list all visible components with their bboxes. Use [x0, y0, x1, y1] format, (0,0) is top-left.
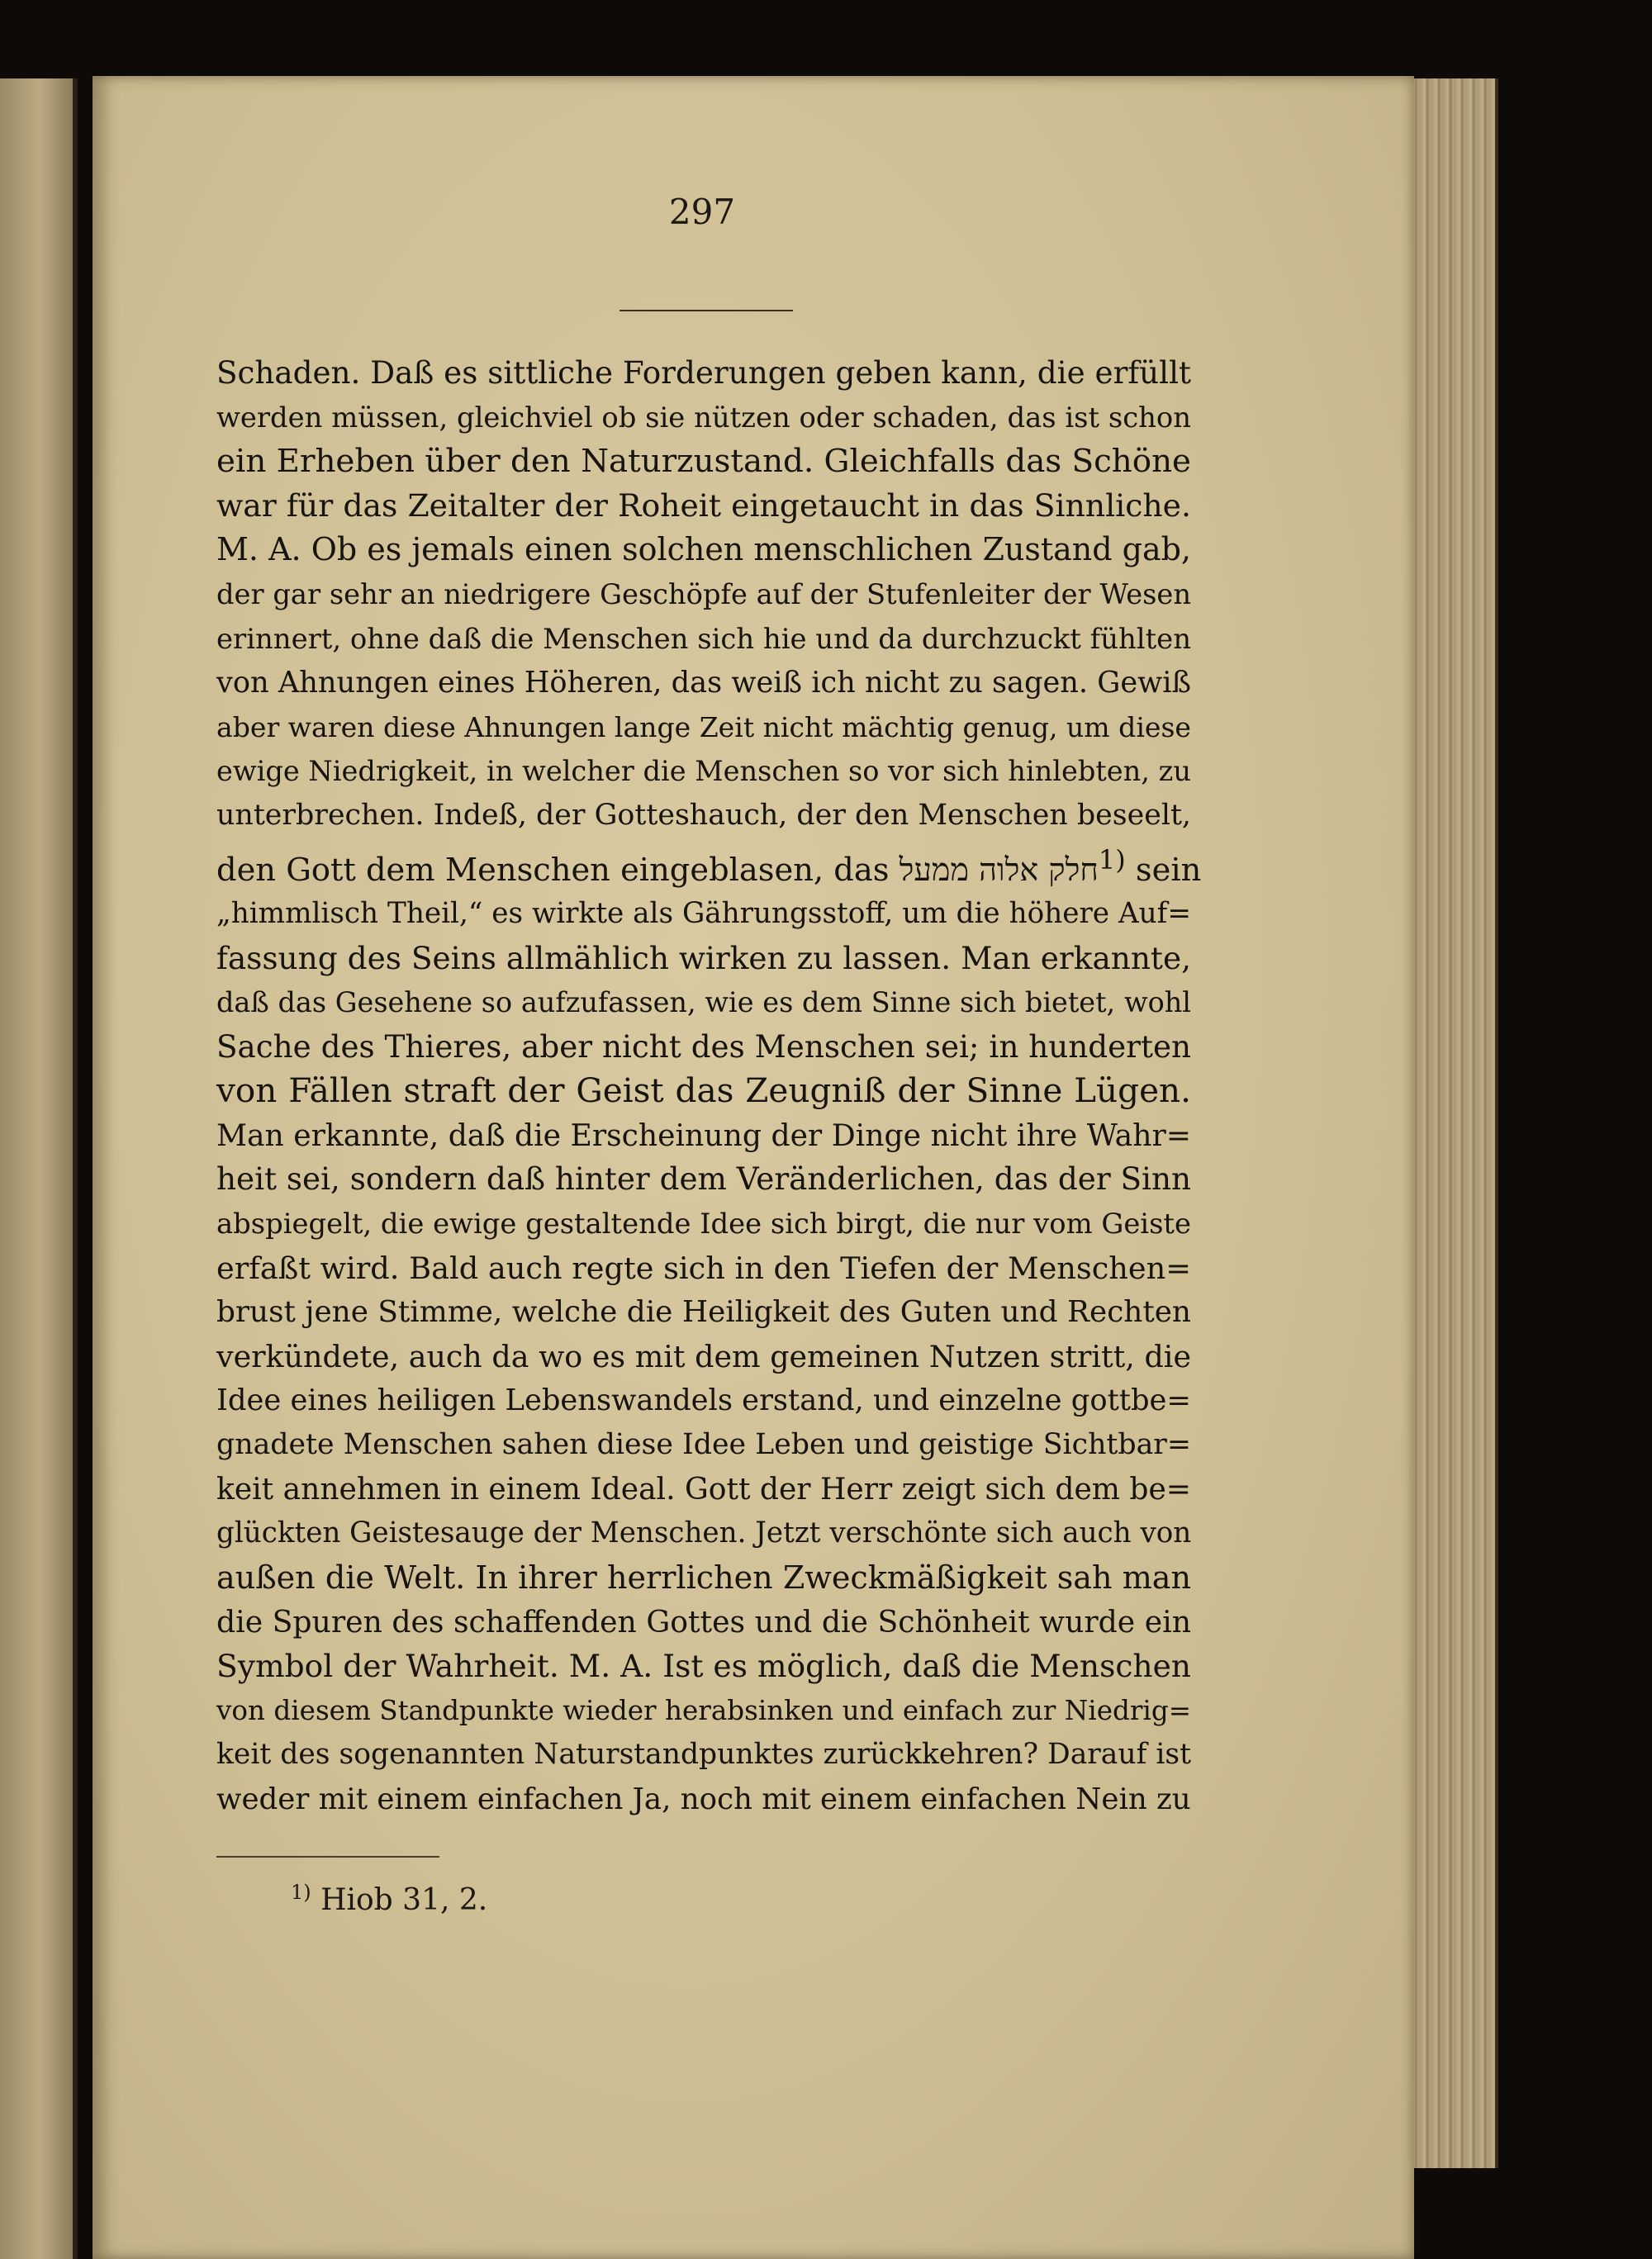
text-line: brust jene Stimme, welche die Heiligkeit des Guten und Rechten [216, 1295, 1191, 1330]
text-line: ein Erheben über den Naturzustand. Gleichfalls das Schöne [216, 443, 1191, 481]
text-line: keit des sogenannten Naturstandpunktes zurückkehren? Darauf ist [216, 1738, 1191, 1772]
footnote-number: 1) [291, 1881, 311, 1904]
text-line: war für das Zeitalter der Roheit eingetaucht in das Sinnliche. [216, 486, 1191, 524]
text-line: Idee eines heiligen Lebenswandels erstand, und einzelne gottbe= [216, 1383, 1191, 1418]
text-line: werden müssen, gleichviel ob sie nützen oder schaden, das ist schon [216, 401, 1191, 434]
text-line: verkündete, auch da wo es mit dem gemeinen Nutzen stritt, die [216, 1338, 1191, 1374]
header-rule [620, 310, 793, 311]
text-line: fassung des Seins allmählich wirken zu lassen. Man erkannte, [216, 939, 1191, 976]
text-line: Schaden. Daß es sittliche Forderungen geben kann, die erfüllt [216, 354, 1191, 391]
text-line: Man erkannte, daß die Erscheinung der Dinge nicht ihre Wahr= [216, 1117, 1191, 1153]
text-line: von Fällen straft der Geist das Zeugniß der Sinne Lügen. [216, 1070, 1191, 1111]
footnote-text: Hiob 31, 2. [320, 1883, 488, 1917]
page-number: 297 [668, 192, 736, 232]
footnote-rule [216, 1856, 439, 1858]
text-line: glückten Geistesauge der Menschen. Jetzt verschönte sich auch von [216, 1516, 1192, 1550]
text-line: ewige Niedrigkeit, in welcher die Menschen so vor sich hinlebten, zu [216, 755, 1191, 788]
text-line: die Spuren des schaffenden Gottes und die Schönheit wurde ein [216, 1604, 1191, 1640]
text-line: „himmlisch Theil,“ es wirkte als Gährungsstoff, um die höhere Auf= [216, 896, 1191, 930]
text-line: von diesem Standpunkte wieder herabsinken und einfach zur Niedrig= [216, 1694, 1191, 1726]
line-text-before: den Gott dem Menschen eingeblasen, das [216, 851, 890, 889]
line-text-after: sein [1135, 851, 1202, 889]
facing-page-edge [0, 78, 78, 2259]
text-line: erfaßt wird. Bald auch regte sich in den Tiefen der Menschen= [216, 1250, 1191, 1286]
text-line: von Ahnungen eines Höheren, das weiß ich nicht zu sagen. Gewiß [216, 666, 1191, 700]
text-line: außen die Welt. In ihrer herrlichen Zweckmäßigkeit sah man [216, 1559, 1191, 1596]
hebrew-quote: חלק אלוה ממעל [899, 851, 1099, 888]
text-line: erinnert, ohne daß die Menschen sich hie und da durchzuckt fühlten [216, 622, 1191, 655]
text-line: weder mit einem einfachen Ja, noch mit einem einfachen Nein zu [216, 1782, 1191, 1816]
text-line: gnadete Menschen sahen diese Idee Leben und geistige Sichtbar= [216, 1428, 1191, 1462]
text-line: Symbol der Wahrheit. M. A. Ist es möglich, daß die Menschen [216, 1648, 1191, 1685]
text-line: aber waren diese Ahnungen lange Zeit nicht mächtig genug, um diese [216, 710, 1191, 743]
footnote [291, 1881, 487, 1917]
body-text [216, 351, 1202, 1821]
text-line: daß das Gesehene so aufzufassen, wie es dem Sinne sich bietet, wohl [216, 986, 1191, 1019]
text-line: keit annehmen in einem Ideal. Gott der Herr zeigt sich dem be= [216, 1472, 1191, 1507]
text-line-with-hebrew [216, 838, 1202, 892]
footnote-reference: 1) [1098, 843, 1126, 876]
text-line: Sache des Thieres, aber nicht des Menschen sei; in hunderten [216, 1027, 1191, 1065]
text-line: M. A. Ob es jemals einen solchen menschlichen Zustand gab, [216, 531, 1191, 568]
text-line: der gar sehr an niedrigere Geschöpfe auf der Stufenleiter der Wesen [216, 577, 1191, 610]
text-line: unterbrechen. Indeß, der Gotteshauch, der den Menschen beseelt, [216, 798, 1191, 832]
text-line: abspiegelt, die ewige gestaltende Idee sich birgt, die nur vom Geiste [216, 1208, 1191, 1241]
text-line: heit sei, sondern daß hinter dem Veränderlichen, das der Sinn [216, 1160, 1192, 1198]
